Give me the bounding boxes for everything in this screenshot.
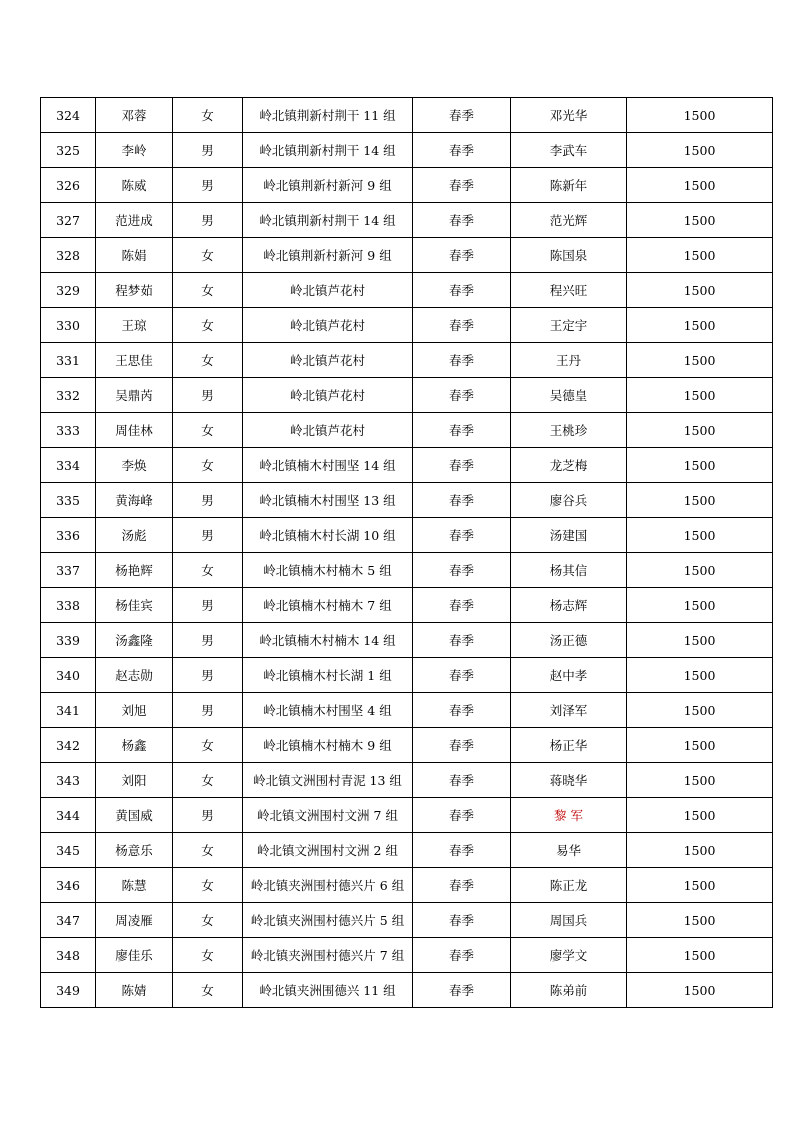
season-cell: 春季 <box>413 413 511 448</box>
row-number-cell: 347 <box>41 903 96 938</box>
gender-cell: 女 <box>173 903 243 938</box>
table-row <box>41 553 773 588</box>
address-cell: 岭北镇楠木村围坚 14 组 <box>243 448 413 483</box>
row-number-cell: 334 <box>41 448 96 483</box>
name-cell: 吴鼎芮 <box>96 378 173 413</box>
guardian-cell: 汤正德 <box>511 623 627 658</box>
row-number-cell: 325 <box>41 133 96 168</box>
guardian-cell: 邓光华 <box>511 98 627 133</box>
address-cell: 岭北镇荆新村荆干 14 组 <box>243 133 413 168</box>
table-row <box>41 203 773 238</box>
amount-cell: 1500 <box>627 133 773 168</box>
row-number-cell: 337 <box>41 553 96 588</box>
address-cell: 岭北镇楠木村围坚 13 组 <box>243 483 413 518</box>
address-cell: 岭北镇楠木村楠木 14 组 <box>243 623 413 658</box>
address-cell: 岭北镇荆新村荆干 14 组 <box>243 203 413 238</box>
address-cell: 岭北镇楠木村楠木 5 组 <box>243 553 413 588</box>
amount-cell: 1500 <box>627 973 773 1008</box>
table-row <box>41 133 773 168</box>
name-cell: 汤鑫隆 <box>96 623 173 658</box>
row-number-cell: 349 <box>41 973 96 1008</box>
row-number-cell: 324 <box>41 98 96 133</box>
gender-cell: 女 <box>173 273 243 308</box>
guardian-cell: 程兴旺 <box>511 273 627 308</box>
row-number-cell: 338 <box>41 588 96 623</box>
season-cell: 春季 <box>413 903 511 938</box>
guardian-cell: 刘泽军 <box>511 693 627 728</box>
season-cell: 春季 <box>413 273 511 308</box>
amount-cell: 1500 <box>627 238 773 273</box>
amount-cell: 1500 <box>627 588 773 623</box>
name-cell: 王琼 <box>96 308 173 343</box>
gender-cell: 女 <box>173 553 243 588</box>
season-cell: 春季 <box>413 378 511 413</box>
table-row <box>41 168 773 203</box>
guardian-cell: 李武车 <box>511 133 627 168</box>
address-cell: 岭北镇文洲围村青泥 13 组 <box>243 763 413 798</box>
season-cell: 春季 <box>413 693 511 728</box>
name-cell: 陈娟 <box>96 238 173 273</box>
row-number-cell: 331 <box>41 343 96 378</box>
gender-cell: 女 <box>173 973 243 1008</box>
season-cell: 春季 <box>413 518 511 553</box>
guardian-cell: 蒋晓华 <box>511 763 627 798</box>
amount-cell: 1500 <box>627 518 773 553</box>
address-cell: 岭北镇夹洲围村德兴片 7 组 <box>243 938 413 973</box>
gender-cell: 男 <box>173 168 243 203</box>
row-number-cell: 332 <box>41 378 96 413</box>
row-number-cell: 345 <box>41 833 96 868</box>
amount-cell: 1500 <box>627 413 773 448</box>
guardian-cell: 陈国泉 <box>511 238 627 273</box>
guardian-cell: 王桃珍 <box>511 413 627 448</box>
season-cell: 春季 <box>413 658 511 693</box>
table-row <box>41 98 773 133</box>
amount-cell: 1500 <box>627 343 773 378</box>
table-row <box>41 693 773 728</box>
guardian-cell: 杨其信 <box>511 553 627 588</box>
name-cell: 杨鑫 <box>96 728 173 763</box>
guardian-cell: 汤建国 <box>511 518 627 553</box>
guardian-cell: 杨志辉 <box>511 588 627 623</box>
season-cell: 春季 <box>413 553 511 588</box>
name-cell: 周佳林 <box>96 413 173 448</box>
table-row <box>41 378 773 413</box>
gender-cell: 女 <box>173 868 243 903</box>
gender-cell: 女 <box>173 413 243 448</box>
address-cell: 岭北镇楠木村楠木 7 组 <box>243 588 413 623</box>
guardian-cell: 赵中孝 <box>511 658 627 693</box>
gender-cell: 女 <box>173 448 243 483</box>
name-cell: 刘旭 <box>96 693 173 728</box>
address-cell: 岭北镇芦花村 <box>243 273 413 308</box>
guardian-cell: 陈弟前 <box>511 973 627 1008</box>
amount-cell: 1500 <box>627 98 773 133</box>
amount-cell: 1500 <box>627 378 773 413</box>
row-number-cell: 328 <box>41 238 96 273</box>
amount-cell: 1500 <box>627 798 773 833</box>
table-row <box>41 728 773 763</box>
address-cell: 岭北镇楠木村长湖 10 组 <box>243 518 413 553</box>
name-cell: 王思佳 <box>96 343 173 378</box>
row-number-cell: 329 <box>41 273 96 308</box>
address-cell: 岭北镇楠木村楠木 9 组 <box>243 728 413 763</box>
gender-cell: 女 <box>173 938 243 973</box>
name-cell: 杨艳辉 <box>96 553 173 588</box>
row-number-cell: 330 <box>41 308 96 343</box>
address-cell: 岭北镇荆新村荆干 11 组 <box>243 98 413 133</box>
amount-cell: 1500 <box>627 728 773 763</box>
gender-cell: 女 <box>173 833 243 868</box>
season-cell: 春季 <box>413 133 511 168</box>
amount-cell: 1500 <box>627 938 773 973</box>
name-cell: 李岭 <box>96 133 173 168</box>
amount-cell: 1500 <box>627 693 773 728</box>
table-row <box>41 308 773 343</box>
gender-cell: 男 <box>173 588 243 623</box>
row-number-cell: 339 <box>41 623 96 658</box>
season-cell: 春季 <box>413 763 511 798</box>
season-cell: 春季 <box>413 623 511 658</box>
amount-cell: 1500 <box>627 168 773 203</box>
guardian-cell: 陈正龙 <box>511 868 627 903</box>
season-cell: 春季 <box>413 308 511 343</box>
gender-cell: 女 <box>173 238 243 273</box>
gender-cell: 男 <box>173 378 243 413</box>
season-cell: 春季 <box>413 483 511 518</box>
season-cell: 春季 <box>413 448 511 483</box>
name-cell: 李焕 <box>96 448 173 483</box>
address-cell: 岭北镇荆新村新河 9 组 <box>243 168 413 203</box>
amount-cell: 1500 <box>627 833 773 868</box>
gender-cell: 女 <box>173 728 243 763</box>
gender-cell: 男 <box>173 518 243 553</box>
season-cell: 春季 <box>413 343 511 378</box>
gender-cell: 男 <box>173 623 243 658</box>
season-cell: 春季 <box>413 168 511 203</box>
guardian-cell: 吴德皇 <box>511 378 627 413</box>
row-number-cell: 326 <box>41 168 96 203</box>
table-row <box>41 798 773 833</box>
season-cell: 春季 <box>413 868 511 903</box>
address-cell: 岭北镇芦花村 <box>243 413 413 448</box>
address-cell: 岭北镇芦花村 <box>243 343 413 378</box>
table-row <box>41 588 773 623</box>
amount-cell: 1500 <box>627 903 773 938</box>
address-cell: 岭北镇楠木村长湖 1 组 <box>243 658 413 693</box>
gender-cell: 男 <box>173 658 243 693</box>
gender-cell: 女 <box>173 308 243 343</box>
season-cell: 春季 <box>413 833 511 868</box>
name-cell: 刘阳 <box>96 763 173 798</box>
guardian-cell: 王定宇 <box>511 308 627 343</box>
address-cell: 岭北镇夹洲围村德兴片 5 组 <box>243 903 413 938</box>
gender-cell: 女 <box>173 98 243 133</box>
table-row <box>41 763 773 798</box>
season-cell: 春季 <box>413 938 511 973</box>
season-cell: 春季 <box>413 798 511 833</box>
row-number-cell: 341 <box>41 693 96 728</box>
table-row <box>41 938 773 973</box>
address-cell: 岭北镇荆新村新河 9 组 <box>243 238 413 273</box>
row-number-cell: 333 <box>41 413 96 448</box>
address-cell: 岭北镇夹洲围德兴 11 组 <box>243 973 413 1008</box>
gender-cell: 男 <box>173 203 243 238</box>
gender-cell: 男 <box>173 798 243 833</box>
row-number-cell: 335 <box>41 483 96 518</box>
name-cell: 陈威 <box>96 168 173 203</box>
amount-cell: 1500 <box>627 273 773 308</box>
amount-cell: 1500 <box>627 483 773 518</box>
season-cell: 春季 <box>413 238 511 273</box>
address-cell: 岭北镇芦花村 <box>243 378 413 413</box>
table-row <box>41 518 773 553</box>
season-cell: 春季 <box>413 728 511 763</box>
address-cell: 岭北镇芦花村 <box>243 308 413 343</box>
season-cell: 春季 <box>413 973 511 1008</box>
guardian-cell: 廖学文 <box>511 938 627 973</box>
address-cell: 岭北镇夹洲围村德兴片 6 组 <box>243 868 413 903</box>
amount-cell: 1500 <box>627 763 773 798</box>
address-cell: 岭北镇文洲围村文洲 2 组 <box>243 833 413 868</box>
table-row <box>41 973 773 1008</box>
row-number-cell: 336 <box>41 518 96 553</box>
row-number-cell: 346 <box>41 868 96 903</box>
name-cell: 廖佳乐 <box>96 938 173 973</box>
guardian-cell: 周国兵 <box>511 903 627 938</box>
name-cell: 陈婧 <box>96 973 173 1008</box>
season-cell: 春季 <box>413 98 511 133</box>
row-number-cell: 342 <box>41 728 96 763</box>
guardian-cell: 范光辉 <box>511 203 627 238</box>
table-row <box>41 238 773 273</box>
name-cell: 汤彪 <box>96 518 173 553</box>
row-number-cell: 344 <box>41 798 96 833</box>
name-cell: 邓蓉 <box>96 98 173 133</box>
row-number-cell: 327 <box>41 203 96 238</box>
amount-cell: 1500 <box>627 203 773 238</box>
season-cell: 春季 <box>413 203 511 238</box>
amount-cell: 1500 <box>627 448 773 483</box>
address-cell: 岭北镇文洲围村文洲 7 组 <box>243 798 413 833</box>
table-row <box>41 658 773 693</box>
name-cell: 陈慧 <box>96 868 173 903</box>
table-row <box>41 413 773 448</box>
name-cell: 范进成 <box>96 203 173 238</box>
gender-cell: 女 <box>173 763 243 798</box>
guardian-cell: 杨正华 <box>511 728 627 763</box>
address-cell: 岭北镇楠木村围坚 4 组 <box>243 693 413 728</box>
gender-cell: 男 <box>173 693 243 728</box>
name-cell: 程梦茹 <box>96 273 173 308</box>
name-cell: 周凌雁 <box>96 903 173 938</box>
table-row <box>41 343 773 378</box>
guardian-cell: 王丹 <box>511 343 627 378</box>
gender-cell: 男 <box>173 483 243 518</box>
table-row <box>41 273 773 308</box>
data-table <box>40 97 773 1008</box>
amount-cell: 1500 <box>627 623 773 658</box>
row-number-cell: 343 <box>41 763 96 798</box>
guardian-cell: 廖谷兵 <box>511 483 627 518</box>
guardian-cell: 黎 军 <box>511 798 627 833</box>
guardian-cell: 陈新年 <box>511 168 627 203</box>
name-cell: 赵志勋 <box>96 658 173 693</box>
table-row <box>41 448 773 483</box>
amount-cell: 1500 <box>627 658 773 693</box>
table-row <box>41 483 773 518</box>
table-row <box>41 833 773 868</box>
row-number-cell: 348 <box>41 938 96 973</box>
amount-cell: 1500 <box>627 868 773 903</box>
row-number-cell: 340 <box>41 658 96 693</box>
name-cell: 杨佳宾 <box>96 588 173 623</box>
gender-cell: 男 <box>173 133 243 168</box>
table-row <box>41 623 773 658</box>
name-cell: 黄海峰 <box>96 483 173 518</box>
amount-cell: 1500 <box>627 308 773 343</box>
table-body <box>41 98 773 1008</box>
guardian-cell: 易华 <box>511 833 627 868</box>
season-cell: 春季 <box>413 588 511 623</box>
table-row <box>41 868 773 903</box>
name-cell: 黄国威 <box>96 798 173 833</box>
table-row <box>41 903 773 938</box>
guardian-cell: 龙芝梅 <box>511 448 627 483</box>
gender-cell: 女 <box>173 343 243 378</box>
name-cell: 杨意乐 <box>96 833 173 868</box>
amount-cell: 1500 <box>627 553 773 588</box>
